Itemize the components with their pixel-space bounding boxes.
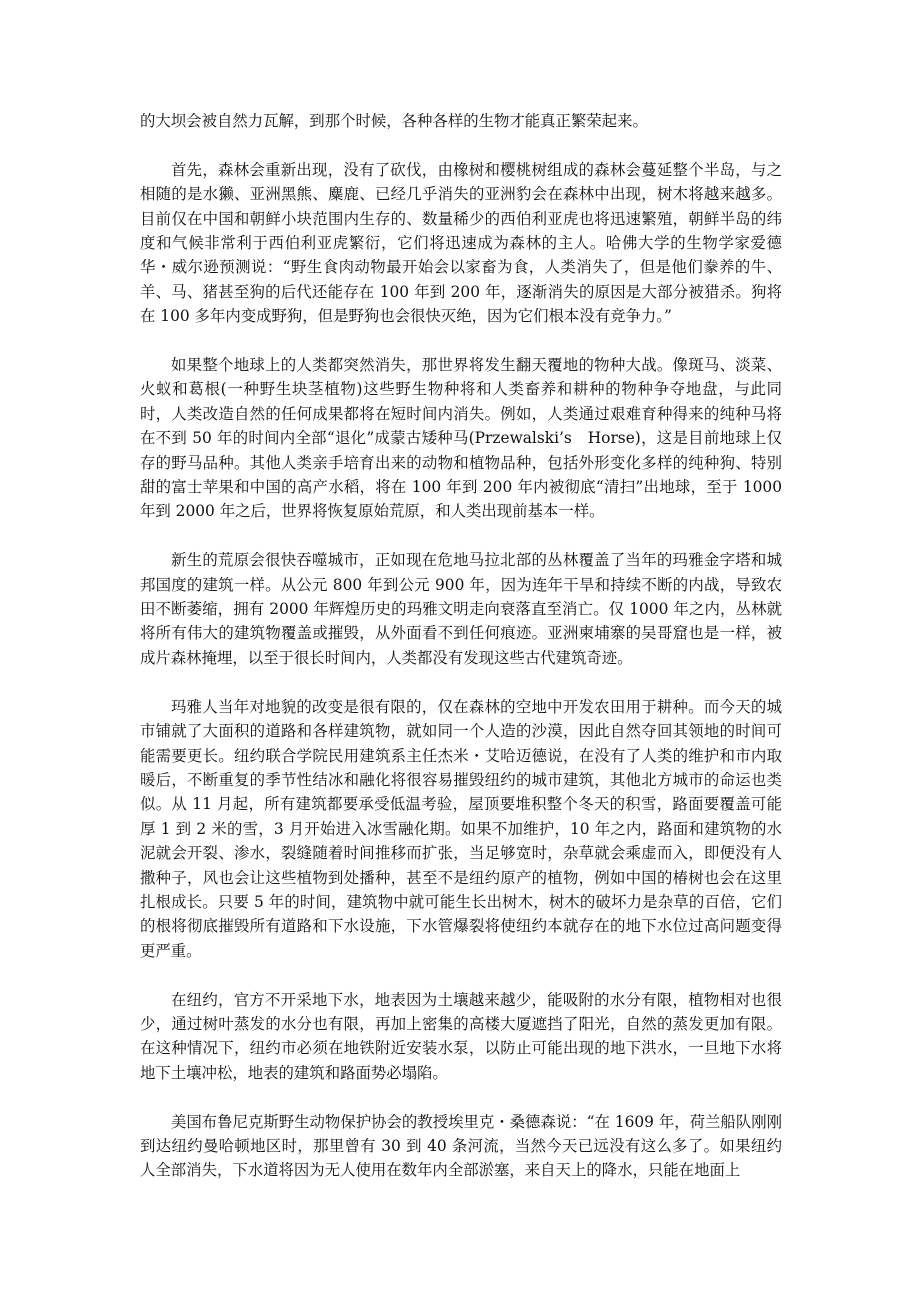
- paragraph-4: 新生的荒原会很快吞噬城市，正如现在危地马拉北部的丛林覆盖了当年的玛雅金字塔和城邦国度的建筑一样。从公元 800 年到公元 900 年，因为连年干旱和持续不断的内战，导致农田不断萎缩，拥有 2000 年辉煌历史的玛雅文明走向衰落直至消亡。仅 1000 年之内，丛林就将所有伟大的建筑物覆盖或摧毁，从外面看不到任何痕迹。亚洲柬埔寨的吴哥窟也是一样，被成片森林掩埋，以至于很长时间内，人类都没有发现这些古代建筑奇迹。: [140, 551, 782, 667]
- paragraph-3: 如果整个地球上的人类都突然消失，那世界将发生翻天覆地的物种大战。像斑马、淡菜、火蚁和葛根(一种野生块茎植物)这些野生物种将和人类畜养和耕种的物种争夺地盘，与此同时，人类改造自然的任何成果都将在短时间内消失。例如，人类通过艰难育种得来的纯种马将在不到 50 年的时间内全部“退化”成蒙古矮种马(Przewalski’s Horse)，这是目前地球上仅存的野马品种。其他人类亲手培育出来的动物和植物品种，包括外形变化多样的纯种狗、特别甜的富士苹果和中国的高产水稻，将在 100 年到 200 年内被彻底“清扫”出地球，至于 1000 年到 2000 年之后，世界将恢复原始荒原，和人类出现前基本一样。: [140, 356, 782, 521]
- paragraph-5: 玛雅人当年对地貌的改变是很有限的，仅在森林的空地中开发农田用于耕种。而今天的城市铺就了大面积的道路和各样建筑物，就如同一个人造的沙漠，因此自然夺回其领地的时间可能需要更长。纽约联合学院民用建筑系主任杰米・艾哈迈德说，在没有了人类的维护和市内取暖后，不断重复的季节性结冰和融化将很容易摧毁纽约的城市建筑，其他北方城市的命运也类似。从 11 月起，所有建筑都要承受低温考验，屋顶要堆积整个冬天的积雪，路面要覆盖可能厚 1 到 2 米的雪，3 月开始进入冰雪融化期。如果不加维护，10 年之内，路面和建筑物的水泥就会开裂、渗水，裂缝随着时间推移而扩张，当足够宽时，杂草就会乘虚而入，即便没有人撒种子，风也会让这些植物到处播种，甚至不是纽约原产的植物，例如中国的椿树也会在这里扎根成长。只要 5 年的时间，建筑物中就可能生长出树木，树木的破坏力是杂草的百倍，它们的根将彻底摧毁所有道路和下水设施，下水管爆裂将使纽约本就存在的地下水位过高问题变得更严重。: [140, 697, 782, 960]
- document-body: [140, 109, 782, 1183]
- paragraph-1: 的大坝会被自然力瓦解，到那个时候，各种各样的生物才能真正繁荣起来。: [140, 112, 648, 130]
- paragraph-2: 首先，森林会重新出现，没有了砍伐，由橡树和樱桃树组成的森林会蔓延整个半岛，与之相随的是水獭、亚洲黑熊、麋鹿、已经几乎消失的亚洲豹会在森林中出现，树木将越来越多。目前仅在中国和朝鲜小块范围内生存的、数量稀少的西伯利亚虎也将迅速繁殖，朝鲜半岛的纬度和气候非常利于西伯利亚虎繁衍，它们将迅速成为森林的主人。哈佛大学的生物学家爱德华・威尔逊预测说：“野生食肉动物最开始会以家畜为食，人类消失了，但是他们豢养的牛、羊、马、猪甚至狗的后代还能存在 100 年到 200 年，逐渐消失的原因是大部分被猎杀。狗将在 100 多年内变成野狗，但是野狗也会很快灭绝，因为它们根本没有竞争力。”: [140, 160, 782, 326]
- paragraph-7: 美国布鲁尼克斯野生动物保护协会的教授埃里克・桑德森说：“在 1609 年，荷兰船队刚刚到达纽约曼哈顿地区时，那里曾有 30 到 40 条河流，当然今天已远没有这么多了。如果纽约人全部消失，下水道将因为无人使用在数年内全部淤塞，来自天上的降水，只能在地面上: [140, 1112, 782, 1180]
- paragraph-6: 在纽约，官方不开采地下水，地表因为土壤越来越少，能吸附的水分有限，植物相对也很少，通过树叶蒸发的水分也有限，再加上密集的高楼大厦遮挡了阳光，自然的蒸发更加有限。在这种情况下，纽约市必须在地铁附近安装水泵，以防止可能出现的地下洪水，一旦地下水将地下土壤冲松，地表的建筑和路面势必塌陷。: [140, 990, 782, 1082]
